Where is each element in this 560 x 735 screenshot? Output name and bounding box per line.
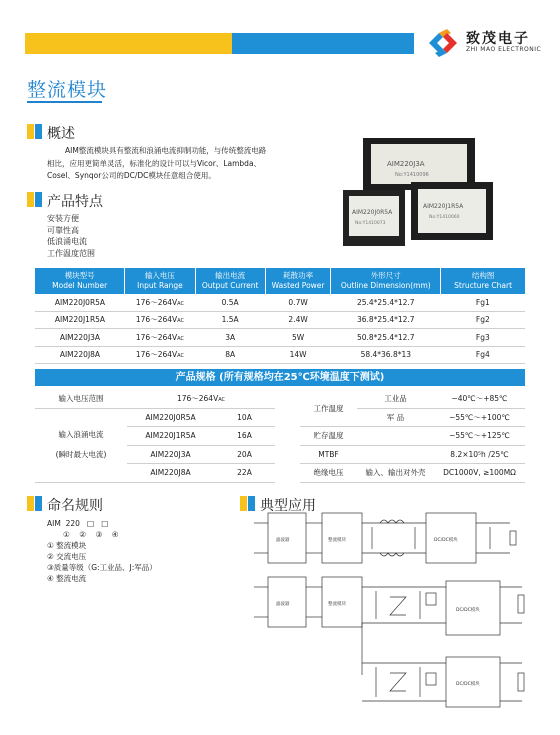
circuit-dcdc-label-3: DC/DC模块 <box>456 682 480 687</box>
model-table-header <box>35 268 525 294</box>
header-bar-yellow <box>25 33 232 54</box>
circuit-filter-label-1: 滤波器 <box>276 538 290 543</box>
application-circuit-diagram <box>250 505 540 715</box>
naming-item: ① 整流模块 <box>47 541 87 550</box>
circuit-dcdc-label-1: DC/DC模块 <box>434 538 458 543</box>
table-row: 绝缘电压 输入、输出对外壳 DC1000V, ≥100MΩ <box>300 464 525 483</box>
feature-item: 低浪涌电流 <box>47 237 87 246</box>
product-label-b: AIM220J0R5A <box>352 209 393 216</box>
table-row: 工作温度 工业品 −40℃～+85℃ <box>300 390 525 408</box>
features-list <box>47 213 95 259</box>
product-label-b-sub: No:Y1410073 <box>355 221 386 226</box>
col-header-input: 输入电压 Input Range <box>125 268 195 294</box>
section-marker-blue <box>35 124 42 139</box>
table-row: AIM220J3A 176～264VAC 3A 5W 50.8*25.4*12.7 Fg3 <box>35 329 525 347</box>
naming-item: ④ 整流电流 <box>47 574 87 583</box>
section-marker-yellow <box>27 496 34 511</box>
col-header-structure: 结构图 Structure Chart <box>441 268 525 294</box>
table-row: MTBF 8.2×10⁵h /25℃ <box>300 445 525 464</box>
overview-line: AIM整流模块具有整流和浪涌电流抑制功能，与传统整流电路 <box>65 146 267 155</box>
table-row: AIM220J3A 20A <box>35 445 275 464</box>
overview-title: 概述 <box>47 126 75 142</box>
table-row: 军 品 −55℃～+100℃ <box>300 408 525 427</box>
title-underline <box>27 101 102 103</box>
naming-code: AIM 220 □ □ <box>47 519 109 528</box>
product-label-a-sub: No:Y1410096 <box>395 172 429 178</box>
spec-title: 产品规格 (所有规格均在25℃环境温度下测试) <box>35 369 525 386</box>
table-row: AIM220J8A 22A <box>35 464 275 483</box>
col-header-dimension: 外形尺寸 Outline Dimension(mm) <box>331 268 441 294</box>
model-table <box>35 268 525 364</box>
feature-item: 可靠性高 <box>47 225 79 235</box>
section-marker-blue <box>35 192 42 207</box>
features-title: 产品特点 <box>47 194 103 210</box>
section-marker-blue <box>35 496 42 511</box>
table-row: 输入电压范围 176～264VAC <box>35 390 275 408</box>
overview-text <box>47 145 347 183</box>
circuit-rect-label-2: 整流模块 <box>328 602 346 607</box>
product-label-a: AIM220J3A <box>387 160 425 168</box>
section-marker-yellow <box>27 192 34 207</box>
naming-item: ② 交流电压 <box>47 552 87 561</box>
application-title: 典型应用 <box>260 498 316 514</box>
table-row: AIM220J8A 176～264VAC 8A 14W 58.4*36.8*13 Fg4 <box>35 346 525 364</box>
naming-item: ③质量等级（G:工业品、J:军品） <box>47 563 157 572</box>
overview-line: Cosel、Synqor公司的DC/DC模块任意组合使用。 <box>47 171 216 180</box>
product-label-c-sub: No:Y1410060 <box>429 215 460 220</box>
header-bar-blue <box>232 33 414 54</box>
feature-item: 安装方便 <box>47 214 79 223</box>
product-label-c: AIM220J1R5A <box>423 203 464 210</box>
overview-line: 相比，应用更简单灵活，标准化的设计可以与Vicor、Lambda、 <box>47 158 262 168</box>
page-title: 整流模块 <box>27 79 108 101</box>
naming-title: 命名规则 <box>47 498 103 514</box>
col-header-output: 输出电流 Output Current <box>195 268 265 294</box>
table-row: AIM220J0R5A 176～264VAC 0.5A 0.7W 25.4*25.4*12.7 Fg1 <box>35 294 525 311</box>
col-header-power: 耗散功率 Wasted Power <box>265 268 331 294</box>
naming-rules <box>47 518 157 584</box>
feature-item: 工作温度范围 <box>47 248 95 258</box>
circuit-rect-label-1: 整流模块 <box>328 538 346 543</box>
brand-logo-icon <box>425 25 461 61</box>
spec-table-right <box>300 390 525 483</box>
brand-name-cn: 致茂电子 <box>466 31 530 47</box>
section-marker-yellow <box>27 124 34 139</box>
brand-name-en: ZHI MAO ELECTRONIC <box>466 46 542 53</box>
table-row: 输入浪涌电流 (瞬时最大电流) AIM220J0R5A 10A <box>35 408 275 427</box>
circuit-dcdc-label-2: DC/DC模块 <box>456 608 480 613</box>
spec-table-left <box>35 390 275 483</box>
section-marker-yellow <box>240 496 247 511</box>
table-row: 贮存温度 −55℃～+125℃ <box>300 427 525 446</box>
circuit-filter-label-2: 滤波器 <box>276 602 290 607</box>
table-row: AIM220J1R5A 16A <box>35 427 275 446</box>
col-header-model: 模块型号 Model Number <box>35 268 125 294</box>
product-photo <box>343 138 493 250</box>
naming-index: ① ② ③ ④ <box>63 530 119 539</box>
table-row: AIM220J1R5A 176～264VAC 1.5A 2.4W 36.8*25.4*12.7 Fg2 <box>35 311 525 329</box>
